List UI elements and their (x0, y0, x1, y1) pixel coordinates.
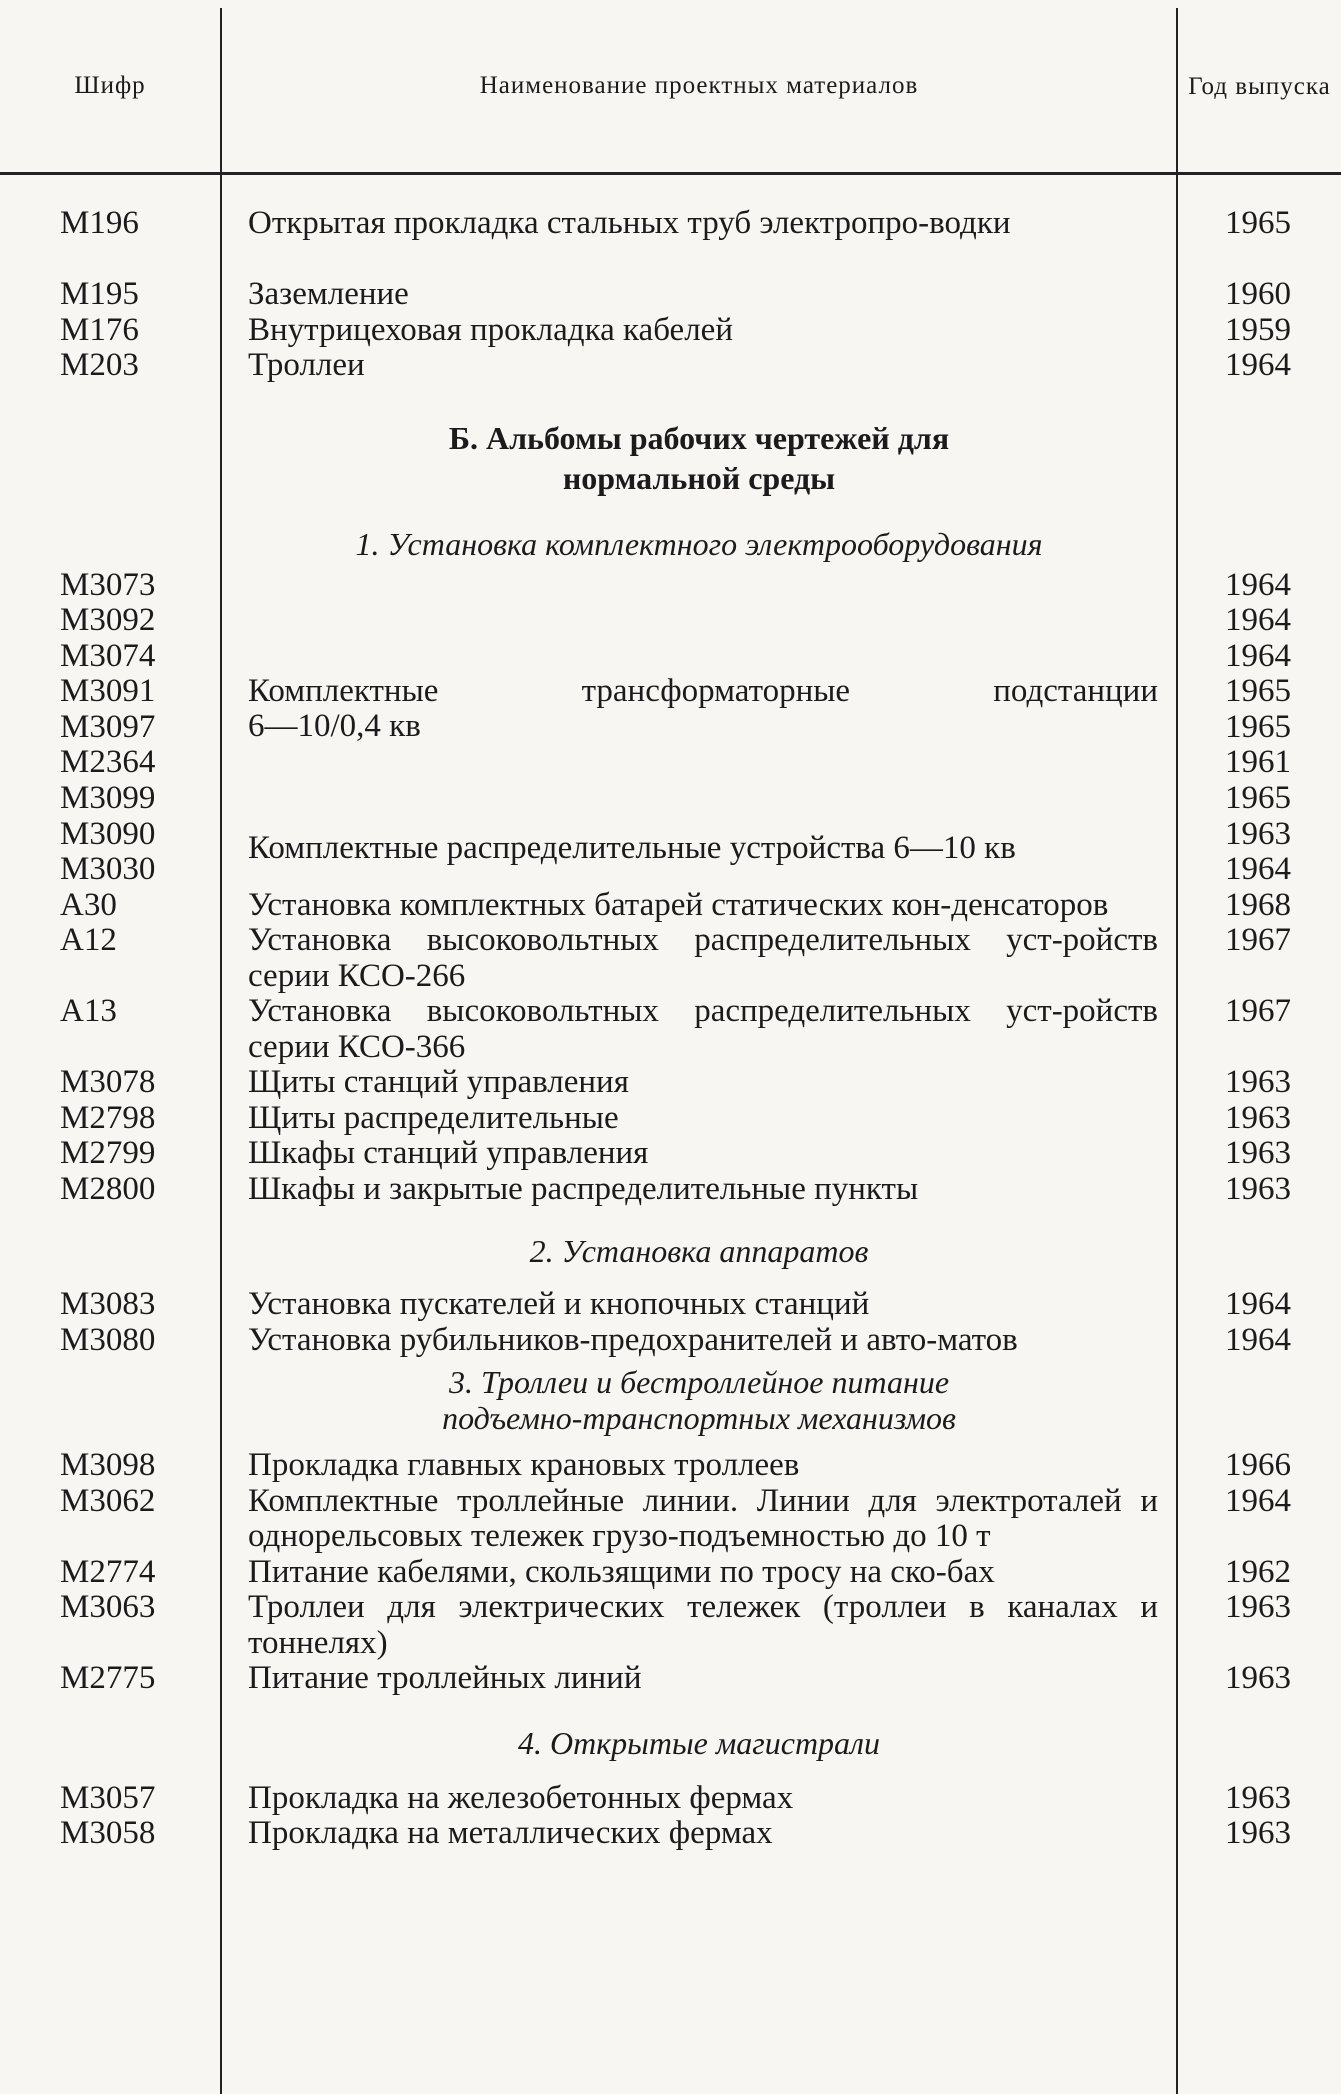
table-row (0, 348, 1341, 384)
row-name: Комплектные троллейные линии. Линии для электроталей и однорельсовых тележек грузо-подъемностью до 10 т (248, 1482, 1158, 1554)
row-code: M3063 (60, 1589, 156, 1625)
row-year: 1964 (1225, 602, 1291, 638)
row-name: Щиты станций управления (248, 1064, 629, 1100)
subsection-3-title-line: подъемно-транспортных механизмов (442, 1400, 956, 1436)
row-year: 1966 (1225, 1447, 1291, 1483)
row-name: Заземление (248, 276, 409, 312)
row-name: Прокладка на металлических фермах (248, 1815, 773, 1851)
header-year: Год выпуска (1188, 72, 1331, 100)
group-transformer-substations (0, 568, 1341, 817)
row-name: Троллеи (248, 347, 365, 383)
section-b-title-line: нормальной среды (562, 459, 836, 496)
subsection-2-title: 2. Установка аппаратов (529, 1233, 869, 1269)
group-switchgear (0, 817, 1341, 888)
group-years (1178, 568, 1338, 817)
row-code: M203 (60, 347, 139, 383)
subsection-2-rows (0, 1287, 1341, 1358)
row-year: 1963 (1225, 815, 1291, 852)
subsection-4-title: 4. Открытые магистрали (517, 1724, 880, 1761)
row-name: Шкафы и закрытые распределительные пункты (248, 1170, 919, 1207)
row-year: 1964 (1225, 851, 1291, 887)
row-year: 1964 (1225, 637, 1291, 674)
row-name: Щиты распределительные (248, 1099, 619, 1136)
row-code: M2364 (60, 744, 156, 780)
row-year: 1963 (1225, 1589, 1291, 1625)
row-code: M2799 (60, 1135, 156, 1171)
row-code: M3078 (60, 1064, 156, 1100)
row-year: 1961 (1225, 744, 1291, 780)
table-row (0, 1287, 1341, 1323)
table-body (0, 206, 1341, 1852)
row-code: M3062 (60, 1482, 156, 1519)
row-name: Прокладка на железобетонных фермах (248, 1779, 794, 1816)
subsection-3-title-line: 3. Троллеи и бестроллейное питание (448, 1364, 950, 1400)
header-code: Шифр (74, 72, 146, 99)
row-code: M2774 (60, 1553, 156, 1590)
row-code: M3083 (60, 1286, 156, 1322)
row-code: M2798 (60, 1099, 156, 1136)
table-row (0, 313, 1341, 349)
row-code: M3090 (60, 815, 156, 852)
subsection-4-rows (0, 1781, 1341, 1852)
row-year: 1960 (1225, 276, 1291, 312)
table-row (0, 1781, 1341, 1817)
row-year: 1962 (1225, 1553, 1291, 1590)
row-code: M3092 (60, 602, 156, 638)
table-row (0, 1448, 1341, 1484)
row-year: 1963 (1225, 1815, 1291, 1851)
row-name-line: 6—10/0,4 кв (248, 708, 421, 744)
row-name: Внутрицеховая прокладка кабелей (248, 311, 733, 348)
row-year: 1963 (1225, 1099, 1291, 1136)
table-row (0, 888, 1341, 924)
group-name: Комплектные распределительные устройства 6—10 кв (248, 829, 1016, 866)
row-name: Питание кабелями, скользящими по тросу на ско-бах (248, 1553, 995, 1590)
table-row (0, 1484, 1341, 1555)
table-row (0, 1590, 1341, 1661)
subsection-1-rows (0, 888, 1341, 1208)
table-row (0, 1101, 1341, 1137)
table-row (0, 1816, 1341, 1852)
table-row (0, 1555, 1341, 1591)
table-row (0, 277, 1341, 313)
row-name: Установка рубильников-предохранителей и авто-матов (248, 1321, 1018, 1358)
row-year: 1965 (1225, 779, 1291, 816)
table-row (0, 1136, 1341, 1172)
table-row (0, 1323, 1341, 1359)
row-name: Прокладка главных крановых троллеев (248, 1447, 800, 1483)
row-year: 1965 (1225, 673, 1291, 709)
row-code: M3057 (60, 1779, 156, 1816)
row-code: M3097 (60, 708, 156, 745)
row-year: 1964 (1225, 566, 1291, 603)
row-year: 1967 (1225, 993, 1291, 1029)
table-row (0, 1661, 1341, 1697)
row-code: M3080 (60, 1321, 156, 1358)
row-year: 1968 (1225, 886, 1291, 923)
row-name: Установка пускателей и кнопочных станций (248, 1286, 870, 1322)
row-year: 1963 (1225, 1064, 1291, 1100)
row-year: 1963 (1225, 1170, 1291, 1207)
row-code: M195 (60, 276, 139, 312)
row-code: M3030 (60, 851, 156, 887)
section-b-title-line: Б. Альбомы рабочих чертежей для (448, 419, 950, 456)
header-name: Наименование проектных материалов (479, 72, 919, 99)
section-b-title (222, 418, 1176, 498)
table-row (0, 1172, 1341, 1208)
top-rows (0, 206, 1341, 384)
table-row (0, 1065, 1341, 1101)
row-code: M3058 (60, 1815, 156, 1851)
row-code: M2775 (60, 1660, 156, 1696)
group-codes (60, 568, 155, 817)
row-code: M176 (60, 311, 139, 348)
row-code: M3098 (60, 1447, 156, 1483)
row-code: M196 (60, 205, 139, 241)
subsection-3-rows (0, 1448, 1341, 1697)
row-year: 1963 (1225, 1135, 1291, 1171)
row-code: M3091 (60, 673, 156, 709)
row-year: 1965 (1225, 205, 1291, 241)
row-code: M3073 (60, 566, 156, 603)
row-name: Питание троллейных линий (248, 1660, 642, 1696)
row-year: 1959 (1225, 311, 1291, 348)
row-name: Установка высоковольтных распределительных уст-ройств серии КСО-366 (248, 993, 1158, 1065)
row-year: 1964 (1225, 1286, 1291, 1322)
row-year: 1965 (1225, 708, 1291, 745)
row-year: 1967 (1225, 922, 1291, 958)
row-name: Открытая прокладка стальных труб электропро-водки (248, 205, 1011, 241)
group-years (1178, 817, 1338, 888)
subsection-1-title: 1. Установка комплектного электрооборудования (355, 525, 1043, 562)
row-code: M2800 (60, 1170, 156, 1207)
table-row (0, 994, 1341, 1065)
row-code: A30 (60, 886, 117, 923)
row-code: M3099 (60, 779, 156, 816)
table-row (0, 206, 1341, 277)
row-year: 1963 (1225, 1660, 1291, 1696)
row-name-line: Комплектные трансформаторные подстанции (248, 672, 1158, 709)
row-year: 1964 (1225, 1482, 1291, 1519)
group-codes (60, 817, 155, 888)
row-name: Установка комплектных батарей статических кон-денсаторов (248, 886, 1109, 923)
header-rule (0, 172, 1341, 175)
row-code: M3074 (60, 637, 156, 674)
row-name: Шкафы станций управления (248, 1135, 649, 1171)
row-year: 1964 (1225, 1321, 1291, 1358)
row-name: Троллеи для электрических тележек (троллеи в каналах и тоннелях) (248, 1589, 1158, 1661)
row-code: A12 (60, 922, 117, 958)
group-name (248, 674, 1158, 745)
table-row (0, 923, 1341, 994)
row-name: Установка высоковольтных распределительных уст-ройств серии КСО-266 (248, 922, 1158, 994)
row-year: 1963 (1225, 1779, 1291, 1816)
row-year: 1964 (1225, 347, 1291, 383)
row-code: A13 (60, 993, 117, 1029)
subsection-3-title (222, 1364, 1176, 1436)
